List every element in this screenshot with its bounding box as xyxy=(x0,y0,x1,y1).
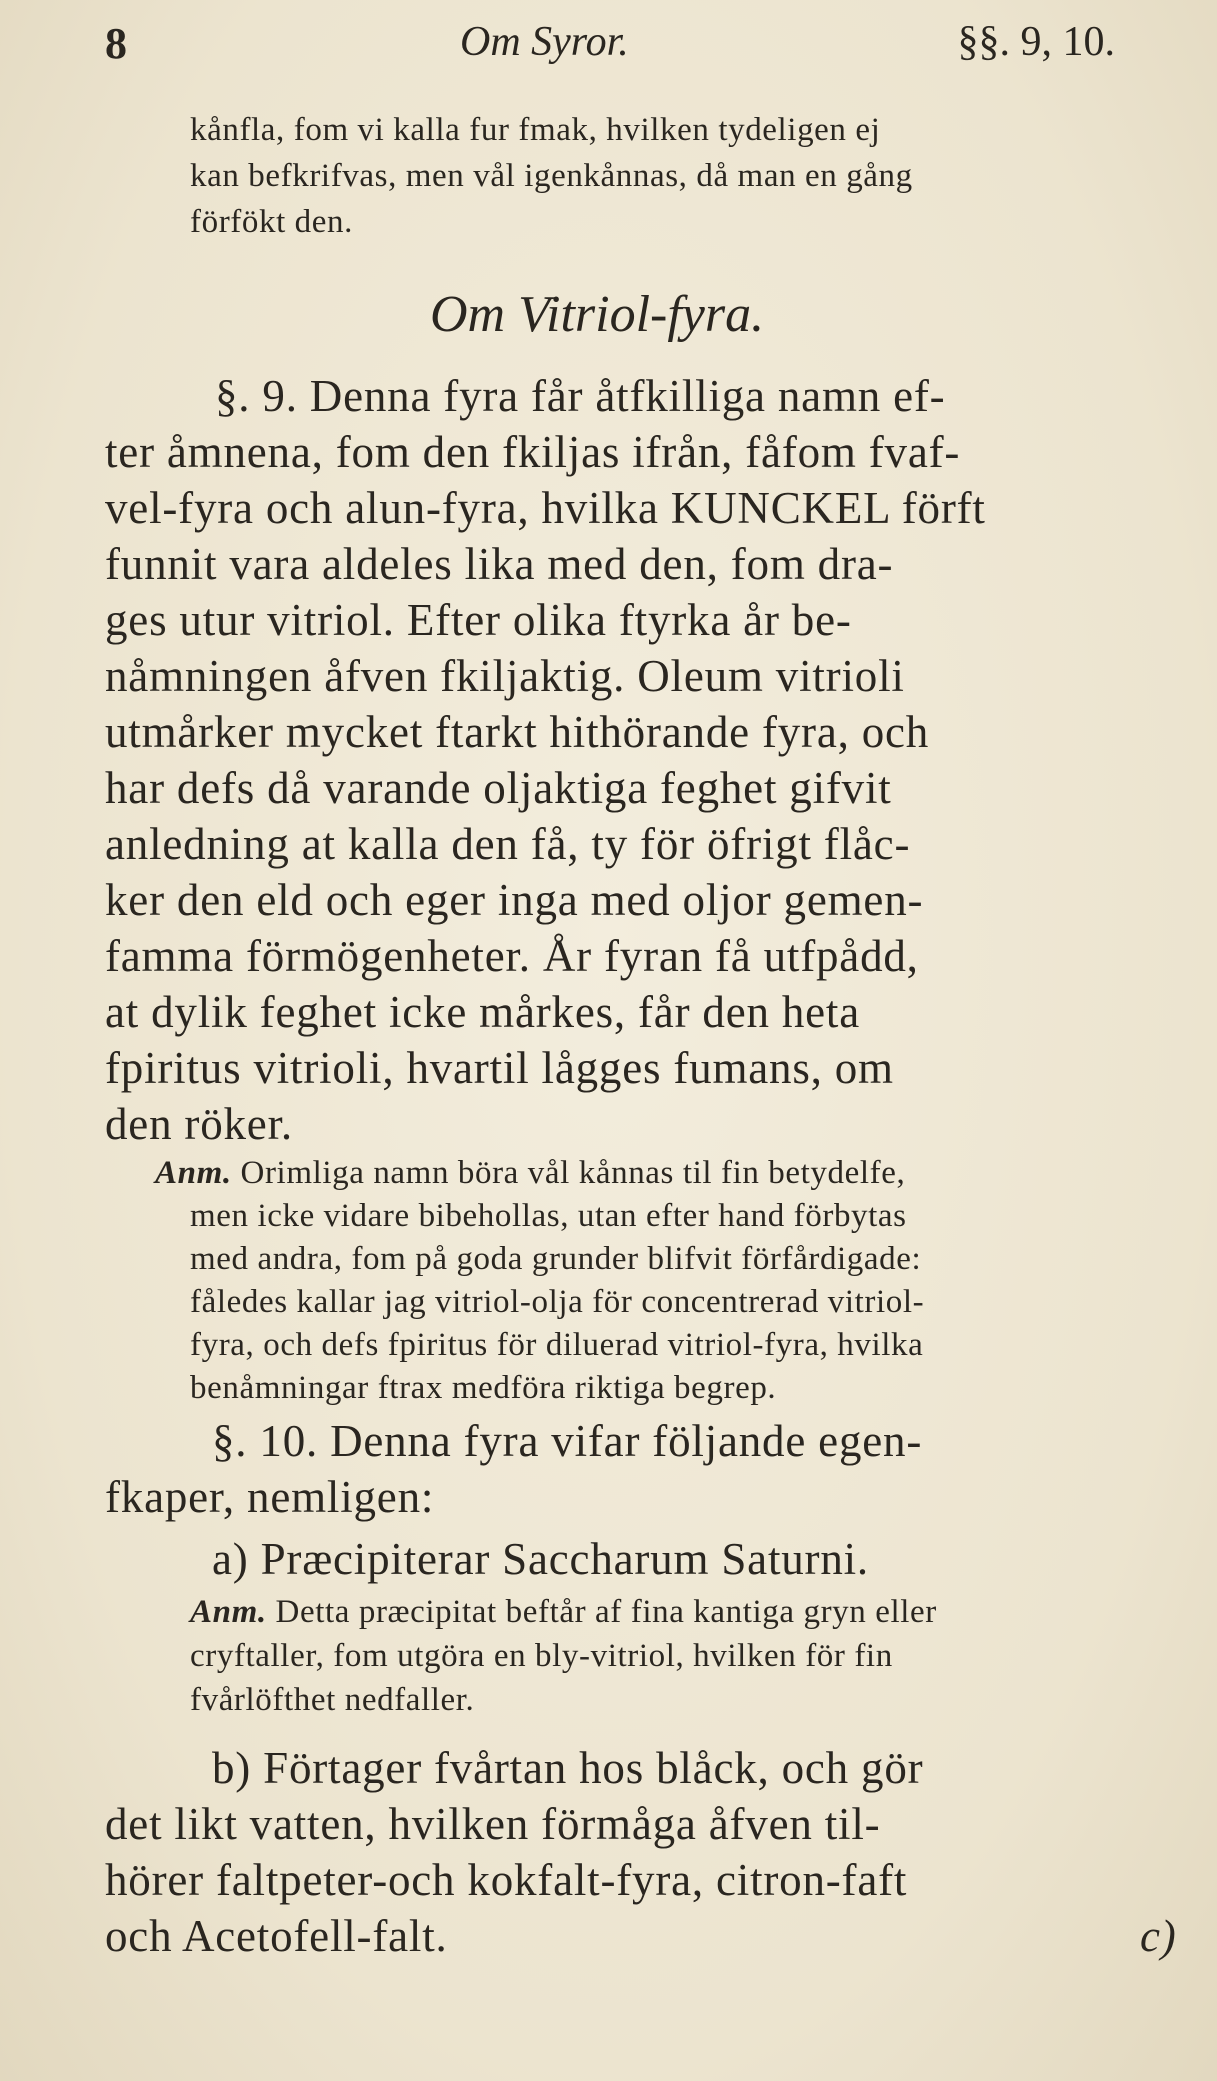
paragraph-line: det likt vatten, hvilken förmåga åfven til- xyxy=(105,1799,881,1849)
paragraph-line: nåmningen åfven fkiljaktig. Oleum vitrioli xyxy=(105,651,905,701)
annotation-line: fyra, och defs fpiritus för diluerad vitriol-fyra, hvilka xyxy=(190,1327,924,1363)
intro-line: kånfla, fom vi kalla fur fmak, hvilken tydeligen ej xyxy=(190,112,881,148)
running-title: Om Syror. xyxy=(460,19,629,65)
annotation-line xyxy=(190,1594,937,1631)
paragraph-line: anledning at kalla den få, ty för öfrigt flåc- xyxy=(105,819,911,869)
paragraph-line: ges utur vitriol. Efter olika ftyrka år be- xyxy=(105,595,852,645)
running-head xyxy=(105,18,1115,88)
annotation-text: Orimliga namn böra vål kånnas til fin betydelfe, xyxy=(231,1155,906,1191)
paragraph-line: fkaper, nemligen: xyxy=(105,1472,435,1522)
paragraph-line: §. 9. Denna fyra får åtfkilliga namn ef- xyxy=(215,371,946,421)
page-number: 8 xyxy=(105,19,127,68)
intro-line: förfökt den. xyxy=(190,204,353,240)
annotation-line: fåledes kallar jag vitriol-olja för concentrerad vitriol- xyxy=(190,1284,925,1320)
paragraph-line: utmårker mycket ftarkt hithörande fyra, och xyxy=(105,707,930,757)
intro-line: kan befkrifvas, men vål igenkånnas, då man en gång xyxy=(190,158,913,194)
paragraph-line: har defs då varande oljaktiga feghet gifvit xyxy=(105,763,892,813)
list-item-b: b) Förtager fvårtan hos blåck, och gör xyxy=(212,1743,924,1793)
list-item-a: a) Præcipiterar Saccharum Saturni. xyxy=(212,1534,869,1584)
annotation-line: benåmningar ftrax medföra riktiga begrep. xyxy=(190,1370,777,1406)
catchword: c) xyxy=(1140,1911,1177,1961)
paragraph-line: §. 10. Denna fyra vifar följande egen- xyxy=(212,1416,923,1466)
paragraph-line: ker den eld och eger inga med oljor gemen- xyxy=(105,875,924,925)
annotation-label: Anm. xyxy=(155,1155,232,1191)
paragraph-line: vel-fyra och alun-fyra, hvilka KUNCKEL förft xyxy=(105,483,986,533)
annotation-label: Anm. xyxy=(190,1594,267,1630)
section-heading: Om Vitriol-fyra. xyxy=(430,286,765,343)
annotation-line: men icke vidare bibehollas, utan efter hand förbytas xyxy=(190,1198,907,1234)
annotation-line: med andra, fom på goda grunder blifvit förfårdigade: xyxy=(190,1241,922,1277)
paragraph-line: ter åmnena, fom den fkiljas ifrån, fåfom fvaf- xyxy=(105,427,961,477)
paragraph-line: den röker. xyxy=(105,1099,293,1149)
paragraph-line: hörer faltpeter-och kokfalt-fyra, citron-faft xyxy=(105,1855,908,1905)
paragraph-line: at dylik feghet icke mårkes, får den heta xyxy=(105,987,860,1037)
annotation-line xyxy=(155,1155,905,1192)
annotation-line: fvårlöfthet nedfaller. xyxy=(190,1682,475,1718)
paragraph-line: och Acetofell-falt. xyxy=(105,1911,448,1961)
paragraph-line: fpiritus vitrioli, hvartil lågges fumans, om xyxy=(105,1043,894,1093)
annotation-text: Detta præcipitat beftår af fina kantiga gryn eller xyxy=(266,1594,937,1630)
paragraph-line: famma förmögenheter. År fyran få utfpådd, xyxy=(105,931,919,981)
annotation-line: cryftaller, fom utgöra en bly-vitriol, hvilken för fin xyxy=(190,1638,893,1674)
section-numbers: §§. 9, 10. xyxy=(957,19,1115,65)
paragraph-line: funnit vara aldeles lika med den, fom dra- xyxy=(105,539,894,589)
